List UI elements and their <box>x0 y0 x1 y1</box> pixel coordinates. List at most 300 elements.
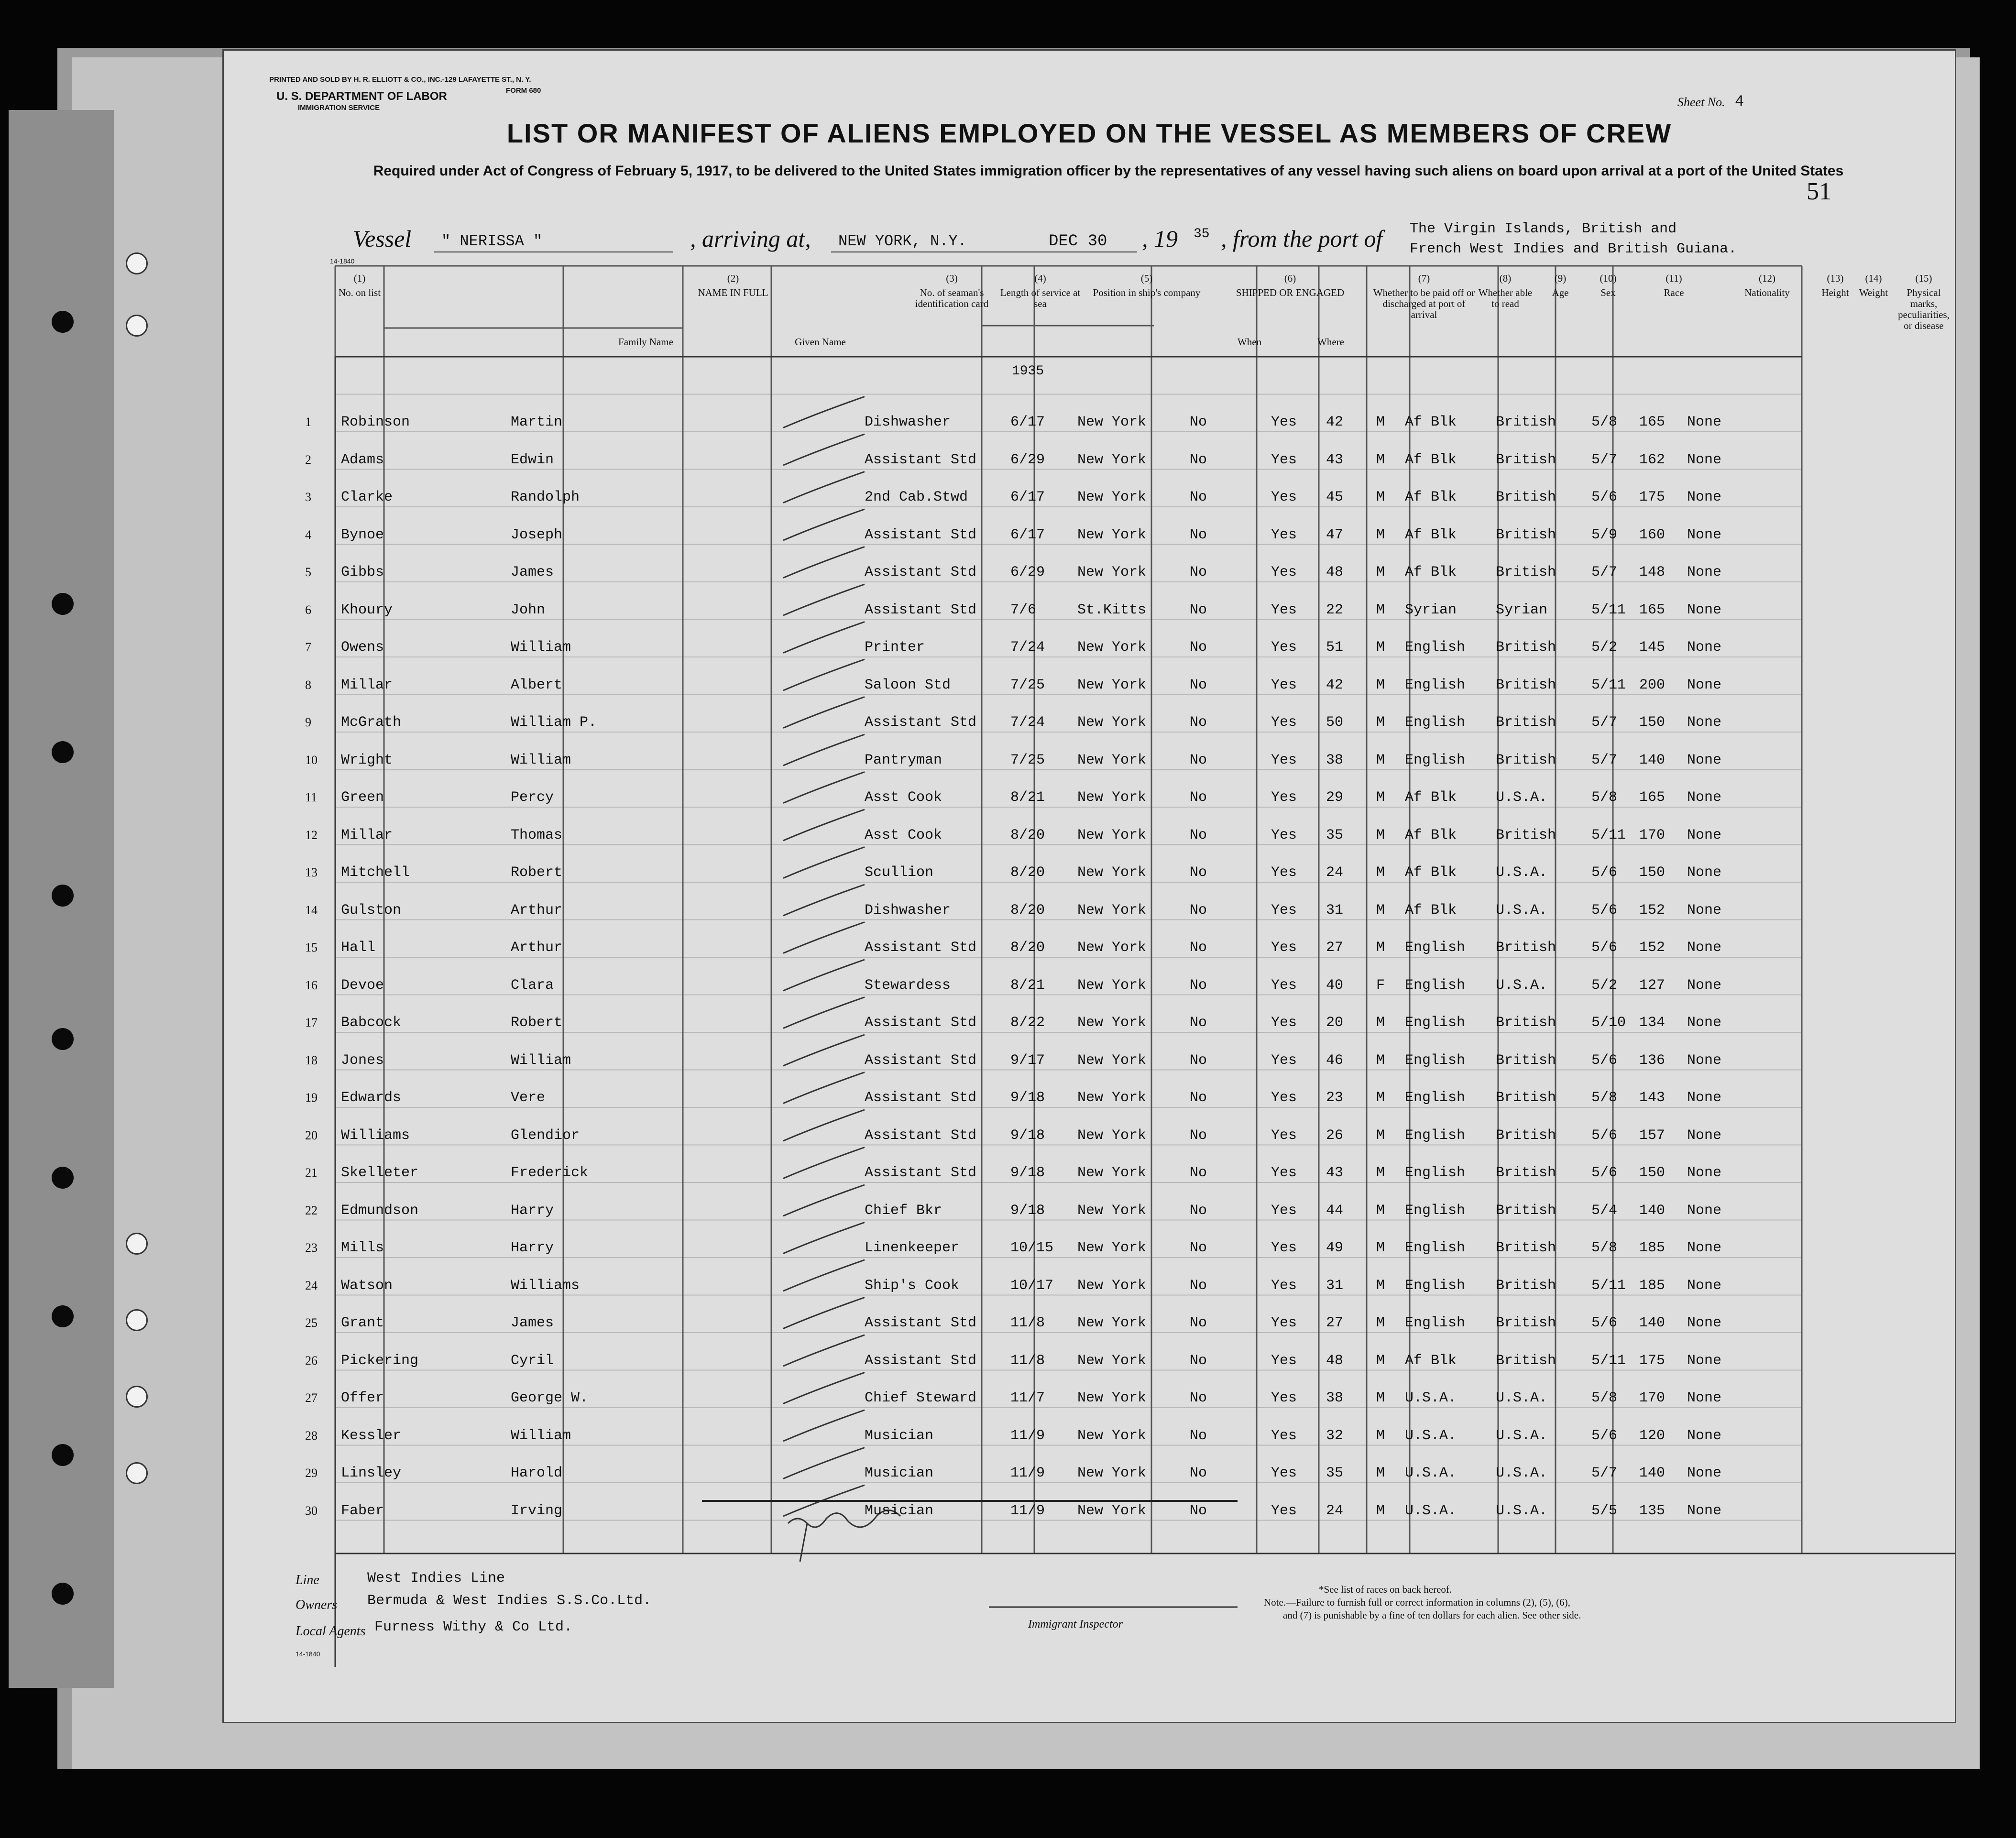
cell-read: Yes <box>1271 940 1297 956</box>
cell-when: 8/20 <box>1010 864 1045 881</box>
cell-family: Millar <box>341 677 393 693</box>
service-slash-mark <box>783 1148 865 1179</box>
cell-paid: No <box>1190 526 1207 543</box>
cell-nationality: British <box>1496 714 1556 731</box>
cell-no: 18 <box>305 1053 318 1067</box>
cell-position: Assistant Std <box>865 940 977 956</box>
cell-marks: None <box>1687 639 1722 656</box>
cell-family: Watson <box>341 1277 393 1294</box>
cell-when: 7/24 <box>1010 639 1045 656</box>
cell-no: 26 <box>305 1353 318 1368</box>
cell-weight: 157 <box>1639 1127 1665 1144</box>
cell-nationality: British <box>1496 1315 1556 1331</box>
cell-race: Af Blk <box>1405 1352 1457 1369</box>
cell-where: New York <box>1077 639 1147 656</box>
cell-age: 38 <box>1326 752 1344 768</box>
cell-where: New York <box>1077 1015 1147 1031</box>
cell-when: 6/17 <box>1010 414 1045 430</box>
cell-height: 5/6 <box>1591 1315 1618 1331</box>
binder-hole <box>52 311 74 333</box>
cell-paid: No <box>1190 1465 1207 1481</box>
cell-given: Harry <box>511 1202 554 1219</box>
cell-no: 10 <box>305 753 318 767</box>
cell-read: Yes <box>1271 451 1297 468</box>
cell-read: Yes <box>1271 1352 1297 1369</box>
punch-hole <box>126 252 148 274</box>
vessel-label: Vessel <box>353 225 412 252</box>
cell-where: New York <box>1077 526 1147 543</box>
column-header: Physical marks, peculiarities, or disease <box>1898 287 1950 331</box>
cell-position: Musician <box>865 1502 934 1519</box>
cell-sex: M <box>1376 1127 1385 1144</box>
agents-label: Local Agents <box>296 1624 366 1639</box>
cell-nationality: British <box>1496 1127 1556 1144</box>
binder-hole <box>52 593 74 615</box>
service-slash-mark <box>783 1185 865 1216</box>
cell-family: Robinson <box>341 414 410 430</box>
cell-height: 5/7 <box>1591 1465 1618 1481</box>
cell-position: 2nd Cab.Stwd <box>865 489 968 505</box>
cell-position: Assistant Std <box>865 1015 977 1031</box>
cell-weight: 162 <box>1639 451 1665 468</box>
cell-sex: M <box>1376 1465 1385 1481</box>
owners-label: Owners <box>296 1597 338 1612</box>
cell-nationality: U.S.A. <box>1496 1390 1548 1406</box>
cell-read: Yes <box>1271 714 1297 731</box>
cell-position: Dishwasher <box>865 414 951 430</box>
cell-nationality: British <box>1496 1240 1556 1256</box>
cell-when: 6/29 <box>1010 451 1045 468</box>
cell-no: 15 <box>305 941 318 954</box>
cell-position: Assistant Std <box>865 1352 977 1369</box>
cell-given: James <box>511 564 554 580</box>
cell-height: 5/7 <box>1591 714 1618 731</box>
cell-age: 24 <box>1326 864 1344 881</box>
cell-marks: None <box>1687 1202 1722 1219</box>
service-slash-mark <box>783 659 865 690</box>
service-slash-mark <box>783 1223 865 1254</box>
cell-read: Yes <box>1271 677 1297 693</box>
cell-given: Arthur <box>511 902 563 919</box>
service-slash-mark <box>783 1110 865 1141</box>
cell-race: Af Blk <box>1405 414 1457 430</box>
cell-race: English <box>1405 1127 1466 1144</box>
cell-race: Af Blk <box>1405 451 1457 468</box>
cell-when: 10/17 <box>1010 1277 1054 1294</box>
cell-sex: M <box>1376 940 1385 956</box>
cell-when: 7/25 <box>1010 752 1045 768</box>
cell-given: Joseph <box>511 526 563 543</box>
column-subheader: Family Name <box>618 336 673 348</box>
cell-height: 5/5 <box>1591 1502 1618 1519</box>
cell-height: 5/6 <box>1591 1165 1618 1181</box>
punch-hole <box>126 315 148 337</box>
cell-marks: None <box>1687 1127 1722 1144</box>
cell-height: 5/8 <box>1591 1090 1618 1106</box>
cell-nationality: British <box>1496 451 1556 468</box>
column-number: (7) <box>1418 273 1430 284</box>
cell-age: 42 <box>1326 414 1344 430</box>
cell-when: 11/9 <box>1010 1427 1045 1444</box>
service-slash-mark <box>783 1035 865 1066</box>
column-number: (4) <box>1034 273 1046 284</box>
cell-position: Stewardess <box>865 977 951 994</box>
cell-height: 5/7 <box>1591 451 1618 468</box>
cell-where: New York <box>1077 864 1147 881</box>
cell-read: Yes <box>1271 564 1297 580</box>
cell-weight: 170 <box>1639 827 1665 843</box>
service-slash-mark <box>783 584 865 615</box>
cell-given: Martin <box>511 414 563 430</box>
cell-race: Af Blk <box>1405 827 1457 843</box>
cell-sex: F <box>1376 977 1385 994</box>
cell-given: Clara <box>511 977 554 994</box>
cell-paid: No <box>1190 564 1207 580</box>
cell-family: Edwards <box>341 1090 402 1106</box>
cell-race: English <box>1405 1277 1466 1294</box>
cell-read: Yes <box>1271 1465 1297 1481</box>
cell-nationality: British <box>1496 940 1556 956</box>
cell-given: Randolph <box>511 489 580 505</box>
cell-read: Yes <box>1271 902 1297 919</box>
cell-family: Jones <box>341 1052 384 1069</box>
cell-when: 8/21 <box>1010 789 1045 806</box>
cell-no: 25 <box>305 1316 318 1330</box>
column-header: Whether to be paid off or discharged at port of arrival <box>1373 287 1475 320</box>
cell-where: New York <box>1077 1052 1147 1069</box>
sheet-number: 4 <box>1735 93 1744 110</box>
cell-race: English <box>1405 1315 1466 1331</box>
cell-age: 38 <box>1326 1390 1344 1406</box>
cell-paid: No <box>1190 1127 1207 1144</box>
cell-when: 8/21 <box>1010 977 1045 994</box>
cell-family: Devoe <box>341 977 384 994</box>
cell-race: U.S.A. <box>1405 1390 1457 1406</box>
cell-height: 5/6 <box>1591 489 1618 505</box>
cell-family: Hall <box>341 940 376 956</box>
vessel-name: " NERISSA " <box>441 232 543 250</box>
cell-family: Khoury <box>341 602 393 618</box>
binder-strip <box>9 110 114 1688</box>
cell-paid: No <box>1190 1202 1207 1219</box>
cell-weight: 145 <box>1639 639 1665 656</box>
cell-age: 23 <box>1326 1090 1344 1106</box>
cell-where: New York <box>1077 451 1147 468</box>
cell-read: Yes <box>1271 1427 1297 1444</box>
cell-where: New York <box>1077 1315 1147 1331</box>
year-suffix: 35 <box>1194 227 1210 241</box>
cell-paid: No <box>1190 414 1207 430</box>
column-number: (15) <box>1915 273 1932 284</box>
cell-sex: M <box>1376 1352 1385 1369</box>
binder-hole <box>52 741 74 763</box>
cell-position: Printer <box>865 639 925 656</box>
cell-position: Asst Cook <box>865 827 942 843</box>
cell-marks: None <box>1687 1015 1722 1031</box>
cell-marks: None <box>1687 1240 1722 1256</box>
cell-height: 5/11 <box>1591 1352 1626 1369</box>
arriving-label: , arriving at, <box>690 225 811 252</box>
footer-form-code: 14-1840 <box>296 1650 320 1658</box>
cell-race: Af Blk <box>1405 489 1457 505</box>
column-number: (11) <box>1665 273 1682 284</box>
cell-when: 7/6 <box>1010 602 1037 618</box>
cell-where: New York <box>1077 1240 1147 1256</box>
owners-value: Bermuda & West Indies S.S.Co.Ltd. <box>367 1593 652 1609</box>
cell-nationality: U.S.A. <box>1496 864 1548 881</box>
cell-weight: 143 <box>1639 1090 1665 1106</box>
cell-paid: No <box>1190 1390 1207 1406</box>
cell-given: Thomas <box>511 827 563 843</box>
cell-no: 13 <box>305 865 318 879</box>
cell-read: Yes <box>1271 1315 1297 1331</box>
cell-no: 4 <box>305 527 311 542</box>
cell-given: Edwin <box>511 451 554 468</box>
from-port-line2: French West Indies and British Guiana. <box>1410 241 1737 257</box>
cell-sex: M <box>1376 827 1385 843</box>
service-slash-mark <box>783 622 865 653</box>
cell-marks: None <box>1687 414 1722 430</box>
cell-when: 8/20 <box>1010 902 1045 919</box>
cell-given: William P. <box>511 714 597 731</box>
cell-marks: None <box>1687 789 1722 806</box>
cell-no: 7 <box>305 640 311 654</box>
cell-paid: No <box>1190 602 1207 618</box>
cell-nationality: British <box>1496 1277 1556 1294</box>
cell-when: 9/18 <box>1010 1165 1045 1181</box>
cell-marks: None <box>1687 1165 1722 1181</box>
cell-weight: 170 <box>1639 1390 1665 1406</box>
cell-sex: M <box>1376 1052 1385 1069</box>
service-slash-mark <box>783 922 865 953</box>
cell-when: 8/20 <box>1010 827 1045 843</box>
page-subtitle: Required under Act of Congress of February 5, 1917, to be delivered to the United States immigration officer by the representatives of any vessel having such aliens on board upon arrival at a port of the United States <box>373 163 1844 179</box>
cell-where: New York <box>1077 564 1147 580</box>
cell-given: George W. <box>511 1390 589 1406</box>
cell-height: 5/6 <box>1591 864 1618 881</box>
column-number: (5) <box>1140 273 1153 284</box>
cell-position: Assistant Std <box>865 564 977 580</box>
cell-paid: No <box>1190 1052 1207 1069</box>
cell-no: 6 <box>305 602 311 617</box>
cell-where: New York <box>1077 1390 1147 1406</box>
cell-paid: No <box>1190 1352 1207 1369</box>
cell-given: Albert <box>511 677 563 693</box>
cell-height: 5/6 <box>1591 1052 1618 1069</box>
cell-height: 5/8 <box>1591 789 1618 806</box>
cell-marks: None <box>1687 1277 1722 1294</box>
cell-marks: None <box>1687 1502 1722 1519</box>
cell-sex: M <box>1376 677 1385 693</box>
cell-read: Yes <box>1271 1390 1297 1406</box>
cell-height: 5/9 <box>1591 526 1618 543</box>
manifest-sheet <box>222 49 1956 1723</box>
cell-given: James <box>511 1315 554 1331</box>
cell-sex: M <box>1376 789 1385 806</box>
cell-when: 8/20 <box>1010 940 1045 956</box>
cell-read: Yes <box>1271 864 1297 881</box>
cell-read: Yes <box>1271 1165 1297 1181</box>
cell-sex: M <box>1376 1315 1385 1331</box>
cell-when: 7/25 <box>1010 677 1045 693</box>
binder-hole <box>52 1583 74 1605</box>
cell-given: Cyril <box>511 1352 554 1369</box>
cell-read: Yes <box>1271 414 1297 430</box>
cell-position: Saloon Std <box>865 677 951 693</box>
cell-marks: None <box>1687 1390 1722 1406</box>
punch-hole <box>126 1386 148 1408</box>
cell-position: Ship's Cook <box>865 1277 960 1294</box>
cell-sex: M <box>1376 1427 1385 1444</box>
cell-sex: M <box>1376 902 1385 919</box>
from-port-line1: The Virgin Islands, British and <box>1410 221 1677 237</box>
cell-sex: M <box>1376 602 1385 618</box>
cell-height: 5/7 <box>1591 752 1618 768</box>
column-header: Sex <box>1600 287 1616 298</box>
cell-nationality: British <box>1496 1202 1556 1219</box>
cell-no: 8 <box>305 678 311 692</box>
cell-weight: 200 <box>1639 677 1665 693</box>
cell-where: New York <box>1077 1090 1147 1106</box>
service-slash-mark <box>783 734 865 766</box>
cell-family: Bynoe <box>341 526 384 543</box>
cell-race: English <box>1405 940 1466 956</box>
cell-height: 5/11 <box>1591 602 1626 618</box>
cell-nationality: British <box>1496 1352 1556 1369</box>
column-header: Weight <box>1859 287 1888 298</box>
line-value: West Indies Line <box>367 1570 505 1586</box>
cell-read: Yes <box>1271 1052 1297 1069</box>
cell-age: 40 <box>1326 977 1344 994</box>
cell-marks: None <box>1687 977 1722 994</box>
cell-read: Yes <box>1271 789 1297 806</box>
cell-position: Scullion <box>865 864 934 881</box>
cell-when: 11/9 <box>1010 1502 1045 1519</box>
cell-height: 5/2 <box>1591 639 1618 656</box>
cell-family: McGrath <box>341 714 402 731</box>
service-slash-mark <box>783 697 865 728</box>
cell-age: 48 <box>1326 1352 1344 1369</box>
column-subheader: Given Name <box>795 336 846 348</box>
cell-sex: M <box>1376 1502 1385 1519</box>
cell-age: 48 <box>1326 564 1344 580</box>
column-header: Height <box>1821 287 1849 298</box>
cell-family: Babcock <box>341 1015 402 1031</box>
cell-sex: M <box>1376 1202 1385 1219</box>
cell-given: Williams <box>511 1277 580 1294</box>
column-number: (14) <box>1865 273 1882 284</box>
cell-no: 30 <box>305 1503 318 1518</box>
column-number: (8) <box>1499 273 1512 284</box>
service-slash-mark <box>783 772 865 803</box>
cell-family: Gibbs <box>341 564 384 580</box>
race-note: *See list of races on back hereof. <box>1319 1584 1452 1595</box>
cell-family: Edmundson <box>341 1202 419 1219</box>
cell-age: 49 <box>1326 1240 1344 1256</box>
cell-given: Vere <box>511 1090 546 1106</box>
column-header: Nationality <box>1744 287 1790 298</box>
cell-height: 5/8 <box>1591 1390 1618 1406</box>
cell-family: Pickering <box>341 1352 419 1369</box>
cell-family: Mills <box>341 1240 384 1256</box>
cell-race: English <box>1405 752 1466 768</box>
cell-weight: 120 <box>1639 1427 1665 1444</box>
cell-where: New York <box>1077 1202 1147 1219</box>
cell-age: 29 <box>1326 789 1344 806</box>
cell-marks: None <box>1687 564 1722 580</box>
cell-sex: M <box>1376 714 1385 731</box>
cell-sex: M <box>1376 526 1385 543</box>
cell-nationality: U.S.A. <box>1496 1427 1548 1444</box>
penalty-note-2: and (7) is punishable by a fine of ten dollars for each alien. See other side. <box>1283 1609 1581 1621</box>
arrival-port: NEW YORK, N.Y. <box>838 232 967 250</box>
cell-when: 9/18 <box>1010 1090 1045 1106</box>
cell-read: Yes <box>1271 752 1297 768</box>
cell-given: Glendior <box>511 1127 580 1144</box>
cell-given: William <box>511 1052 571 1069</box>
column-header: Length of service at sea <box>1000 287 1081 309</box>
cell-sex: M <box>1376 1090 1385 1106</box>
cell-sex: M <box>1376 1390 1385 1406</box>
cell-age: 22 <box>1326 602 1344 618</box>
cell-when: 11/9 <box>1010 1465 1045 1481</box>
cell-given: Harold <box>511 1465 563 1481</box>
cell-weight: 150 <box>1639 864 1665 881</box>
cell-age: 31 <box>1326 902 1344 919</box>
column-number: (10) <box>1600 273 1617 284</box>
cell-weight: 165 <box>1639 602 1665 618</box>
cell-no: 23 <box>305 1241 318 1255</box>
cell-when: 9/18 <box>1010 1127 1045 1144</box>
cell-nationality: British <box>1496 639 1556 656</box>
year-prefix: , 19 <box>1142 225 1178 252</box>
cell-family: Linsley <box>341 1465 402 1481</box>
cell-where: New York <box>1077 752 1147 768</box>
cell-paid: No <box>1190 1502 1207 1519</box>
cell-weight: 134 <box>1639 1015 1665 1031</box>
penalty-note-1: Note.—Failure to furnish full or correct information in columns (2), (5), (6), <box>1264 1597 1570 1608</box>
agents-value: Furness Withy & Co Ltd. <box>374 1619 573 1635</box>
cell-family: Mitchell <box>341 864 410 881</box>
cell-where: New York <box>1077 789 1147 806</box>
cell-marks: None <box>1687 864 1722 881</box>
cell-race: English <box>1405 714 1466 731</box>
cell-nationality: U.S.A. <box>1496 902 1548 919</box>
column-header: Position in ship's company <box>1093 287 1201 298</box>
cell-race: Syrian <box>1405 602 1457 618</box>
column-header: Race <box>1664 287 1684 298</box>
cell-sex: M <box>1376 864 1385 881</box>
cell-marks: None <box>1687 827 1722 843</box>
cell-race: Af Blk <box>1405 789 1457 806</box>
cell-when: 11/8 <box>1010 1352 1045 1369</box>
cell-where: New York <box>1077 940 1147 956</box>
cell-given: Robert <box>511 1015 563 1031</box>
cell-sex: M <box>1376 414 1385 430</box>
cell-position: Linenkeeper <box>865 1240 960 1256</box>
cell-age: 27 <box>1326 1315 1344 1331</box>
from-label: , from the port of <box>1221 225 1383 252</box>
cell-given: Harry <box>511 1240 554 1256</box>
cell-position: Assistant Std <box>865 714 977 731</box>
cell-marks: None <box>1687 752 1722 768</box>
cell-paid: No <box>1190 789 1207 806</box>
cell-height: 5/8 <box>1591 1240 1618 1256</box>
cell-height: 5/11 <box>1591 677 1626 693</box>
arrival-date: DEC 30 <box>1049 232 1107 251</box>
cell-height: 5/2 <box>1591 977 1618 994</box>
cell-weight: 150 <box>1639 714 1665 731</box>
